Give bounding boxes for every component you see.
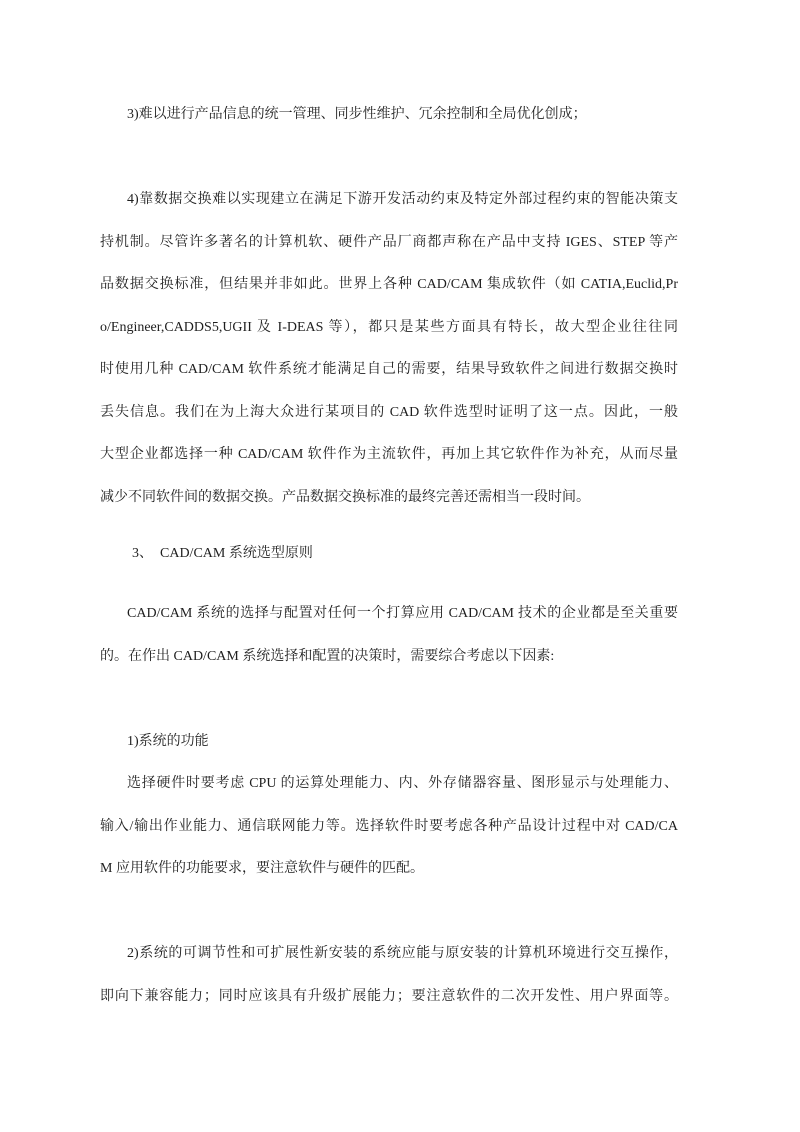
paragraph-factor-2 [100,933,678,1018]
text-line: 时使用几种 CAD/CAM 软件系统才能满足自己的需要，结果导致软件之间进行数据交换时 [100,362,678,377]
text-line: 输入/输出作业能力、通信联网能力等。选择软件时要考虑各种产品设计过程中对 CAD/CA [100,818,678,834]
paragraph-selection-intro [100,593,678,678]
text-line: 丢失信息。我们在为上海大众进行某项目的 CAD 软件选型时证明了这一点。因此，一般 [100,404,678,420]
text-line: 选择硬件时要考虑 CPU 的运算处理能力、内、外存储器容量、图形显示与处理能力、 [127,776,678,791]
document-body [100,94,678,1018]
text-line: 的。在作出 CAD/CAM 系统选择和配置的决策时，需要综合考虑以下因素: [100,648,555,664]
paragraph-factor-1-title [100,721,678,764]
text-line: 1)系统的功能 [127,733,209,749]
text-line: o/Engineer,CADDS5,UGII 及 I-DEAS 等），都只是某些方面具有特长，故大型企业往往同 [100,319,678,335]
text-line: 3)难以进行产品信息的统一管理、同步性维护、冗余控制和全局优化创成； [127,107,587,122]
text-line: 减少不同软件间的数据交换。产品数据交换标准的最终完善还需相当一段时间。 [100,489,590,505]
text-line: 3、 CAD/CAM 系统选型原则 [132,546,313,561]
paragraph-item-3 [100,94,678,137]
section-heading [100,533,678,576]
text-line: 大型企业都选择一种 CAD/CAM 软件作为主流软件，再加上其它软件作为补充，从而尽量 [100,447,678,462]
text-line: 品数据交换标准，但结果并非如此。世界上各种 CAD/CAM 集成软件（如 CATIA,Euclid,Pr [100,277,678,292]
text-line: CAD/CAM 系统的选择与配置对任何一个打算应用 CAD/CAM 技术的企业都是至关重要 [127,606,678,621]
text-line: 4)靠数据交换难以实现建立在满足下游开发活动约束及特定外部过程约束的智能决策支 [127,192,678,207]
text-line: 持机制。尽管许多著名的计算机软、硬件产品厂商都声称在产品中支持 IGES、STEP 等产 [100,234,678,250]
text-line: M 应用软件的功能要求，要注意软件与硬件的匹配。 [100,861,424,876]
text-line: 即向下兼容能力；同时应该具有升级扩展能力；要注意软件的二次开发性、用户界面等。 [100,988,678,1004]
paragraph-factor-1-body [100,763,678,891]
paragraph-item-4 [100,179,678,519]
text-line: 2)系统的可调节性和可扩展性新安装的系统应能与原安装的计算机环境进行交互操作， [127,946,678,961]
